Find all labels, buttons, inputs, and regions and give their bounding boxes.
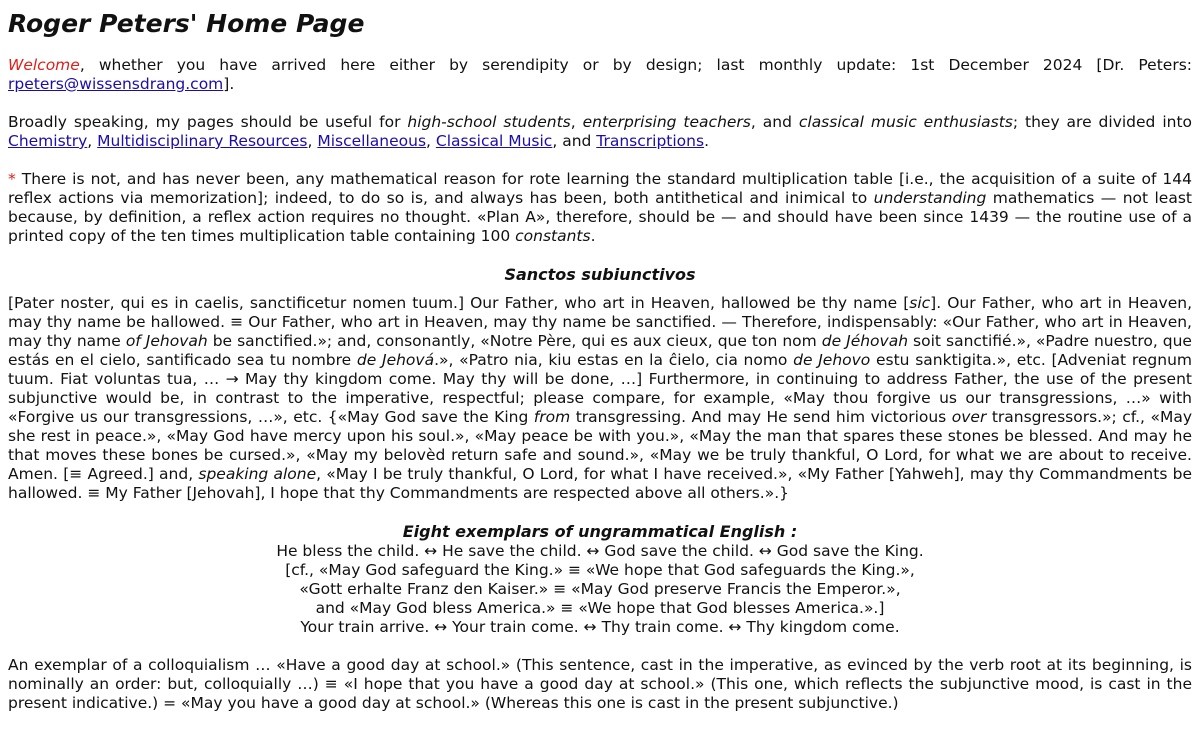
- sanctos-text: transgressing. And may He send him victorious: [570, 408, 952, 426]
- broadly-end: .: [704, 132, 710, 150]
- sanctos-text: transgressors.»; cf., «May she rest in peace.», «May God have mercy upon his soul.», «May peace be with you.», «May the man that spares these stones be blessed. And may he that moves these bones be cursed.», «May my belovèd return safe and sound.», «May we be truly thankful, O Lord, for what we are about to receive. Amen. [≡ Agreed.] and,: [8, 408, 1192, 483]
- welcome-word: Welcome: [8, 56, 80, 74]
- link-separator: ,: [87, 132, 98, 150]
- exemplar-line: [cf., «May God safeguard the King.» ≡ «We hope that God safeguards the King.»,: [285, 561, 915, 579]
- emphasis-understanding: understanding: [873, 189, 987, 207]
- sanctos-heading: Sanctos subiunctivos: [504, 265, 696, 284]
- sanctos-emphasis: de Jehová: [356, 351, 435, 369]
- sanctos-emphasis: speaking alone: [198, 465, 317, 483]
- broadly-text-4: ; they are divided into: [1012, 113, 1193, 131]
- broadly-text-2: ,: [570, 113, 583, 131]
- link-separator: , and: [552, 132, 597, 150]
- broadly-text-1: Broadly speaking, my pages should be useful for: [8, 113, 408, 131]
- sanctos-emphasis: over: [951, 408, 987, 426]
- intro-text: , whether you have arrived here either by serendipity or by design; last monthly update: 1st December 2024 [Dr. Peters:: [79, 56, 1192, 74]
- multiplication-paragraph: [8, 170, 1192, 246]
- link-chemistry[interactable]: Chemistry: [8, 132, 88, 150]
- multiplication-text-3: .: [590, 227, 596, 245]
- link-multidisciplinary-resources[interactable]: Multidisciplinary Resources: [97, 132, 308, 150]
- asterisk-marker: *: [8, 170, 16, 188]
- eight-exemplars-heading: Eight exemplars of ungrammatical English :: [402, 522, 798, 541]
- sanctos-emphasis: from: [533, 408, 571, 426]
- intro-end: ].: [223, 75, 235, 93]
- link-transcriptions[interactable]: Transcriptions: [596, 132, 705, 150]
- exemplar-line: «Gott erhalte Franz den Kaiser.» ≡ «May God preserve Francis the Emperor.»,: [299, 580, 901, 598]
- exemplar-line: and «May God bless America.» ≡ «We hope that God blesses America.».]: [315, 599, 885, 617]
- sanctos-emphasis: de Jéhovah: [821, 332, 909, 350]
- audience-music: classical music enthusiasts: [798, 113, 1013, 131]
- sanctos-paragraph: [8, 294, 1192, 503]
- sanctos-text: , «May I be truly thankful, O Lord, for what I have received.», «My Father [Yahweh], may thy Commandments be hallowed. ≡ My Father [Jehovah], I hope that thy Commandments are respected above all others.».}: [8, 465, 1192, 502]
- sanctos-text: be sanctified.»; and, consonantly, «Notre Père, qui es aux cieux, que ton nom: [207, 332, 822, 350]
- sanctos-text: soit sanctifié.», «Padre nuestro, que estás en el cielo, santificado sea tu nombre: [8, 332, 1192, 369]
- link-separator: ,: [426, 132, 436, 150]
- eight-exemplars-block: [8, 522, 1192, 637]
- audience-high-school: high-school students: [407, 113, 571, 131]
- sanctos-text: [Pater noster, qui es in caelis, sanctificetur nomen tuum.] Our Father, who art in Heaven, hallowed be thy name [: [8, 294, 910, 312]
- emphasis-constants: constants: [515, 227, 591, 245]
- sanctos-text: ]. Our Father, who art in Heaven, may thy name be hallowed. ≡ Our Father, who art in Heaven, may thy name be sanctified. — Therefore, indispensably: «Our Father, who art in Heaven, may thy name: [8, 294, 1192, 350]
- broadly-text-3: , and: [750, 113, 799, 131]
- colloquialism-paragraph: An exemplar of a colloquialism … «Have a good day at school.» (This sentence, cast in the imperative, as evinced by the verb root at its beginning, is nominally an order: but, colloquially …) ≡ «I hope that you have a good day at school.» (This one, which reflects the subjunctive mood, is cast in the present indicative.) = «May you have a good day at school.» (Whereas this one is cast in the present subjunctive.): [8, 656, 1192, 712]
- exemplar-line: Your train arrive. ↔ Your train come. ↔ Thy train come. ↔ Thy kingdom come.: [300, 618, 900, 636]
- intro-paragraph: [8, 56, 1192, 94]
- audience-teachers: enterprising teachers: [582, 113, 751, 131]
- exemplar-line: He bless the child. ↔ He save the child. ↔ God save the child. ↔ God save the King.: [276, 542, 924, 560]
- sanctos-text: estu sanktigita.», etc. [Adveniat regnum tuum. Fiat voluntas tua, … → May thy kingdom come. May thy will be done, …] Furthermore, in continuing to address Father, the use of the present subjunctive would be, in contrast to the imperative, respectful; please compare, for example, «May thou forgive us our transgressions, …» with «Forgive us our transgressions, …», etc. {«May God save the King: [8, 351, 1192, 426]
- broadly-paragraph: [8, 113, 1192, 151]
- sanctos-text: .», «Patro nia, kiu estas en la ĉielo, cia nomo: [434, 351, 794, 369]
- sanctos-emphasis: of Jehovah: [125, 332, 208, 350]
- link-miscellaneous[interactable]: Miscellaneous: [317, 132, 427, 150]
- email-link[interactable]: rpeters@wissensdrang.com: [8, 75, 224, 93]
- multiplication-text-1: There is not, and has never been, any mathematical reason for rote learning the standard multiplication table [i.e., the acquisition of a suite of 144 reflex actions via memorization]; indeed, to do so is, and always has been, both antithetical and inimical to: [8, 170, 1192, 207]
- sanctos-emphasis: de Jehovo: [793, 351, 871, 369]
- link-separator: ,: [307, 132, 318, 150]
- multiplication-text-2: mathematics — not least because, by definition, a reflex action requires no thought. «Plan A», therefore, should be — and should have been since 1439 — the routine use of a printed copy of the ten times multiplication table containing 100: [8, 189, 1192, 245]
- link-classical-music[interactable]: Classical Music: [435, 132, 553, 150]
- page-title: Roger Peters' Home Page: [8, 9, 365, 38]
- sanctos-emphasis: sic: [909, 294, 931, 312]
